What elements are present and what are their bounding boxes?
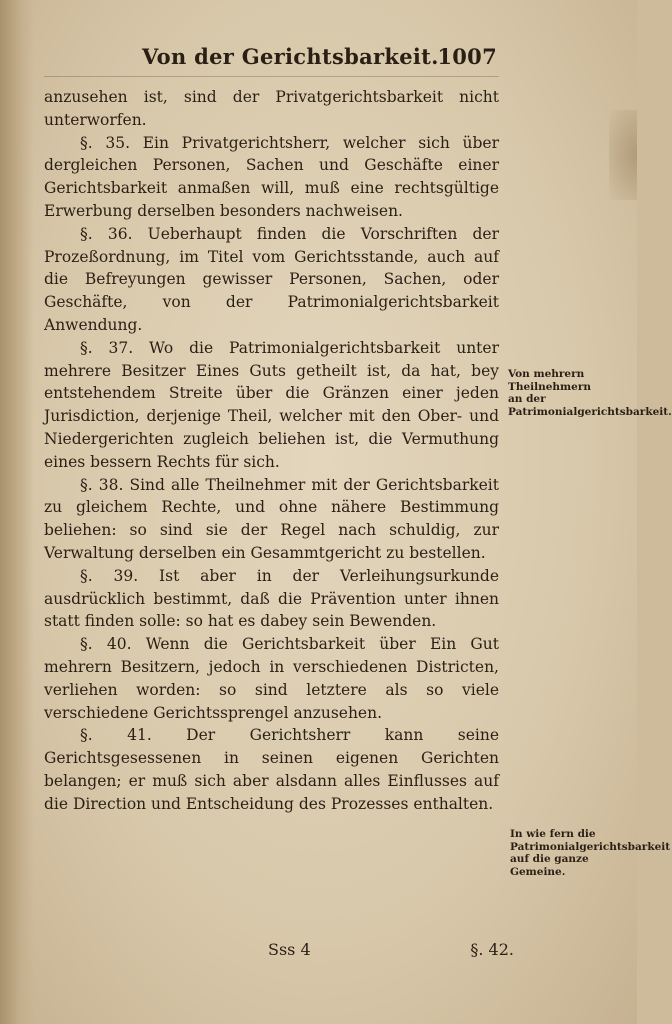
running-title: Von der Gerichtsbarkeit.	[142, 44, 439, 69]
paper-stain	[609, 110, 637, 200]
paragraph-35: §. 35. Ein Privatgerichtsherr, welcher sich über dergleichen Personen, Sachen und Geschäfte einer Gerichtsbarkeit anmaßen will, muß eine rechtsgültige Erwerbung derselben besonders nachweisen.	[44, 133, 499, 220]
page-footer	[44, 940, 514, 966]
paragraph-40: §. 40. Wenn die Gerichtsbarkeit über Ein Gut mehrern Besitzern, jedoch in verschiedenen Districten, verliehen worden: so sind letztere als so viele verschiedene Gerichtssprengel anzusehen.	[44, 635, 499, 722]
signature-mark: Sss 4	[268, 940, 311, 959]
header-rule	[44, 76, 499, 77]
page-gutter-shadow	[0, 0, 34, 1024]
margin-note-theilnehmer: Von mehrern Theilnehmern an der Patrimonialgerichtsbarkeit.	[508, 368, 672, 418]
paragraph-41: §. 41. Der Gerichtsherr kann seine Gerichtsgesessenen in seinen eigenen Gerichten belangen; er muß sich aber alsdann alles Einflusses auf die Direction und Entscheidung des Prozesses enthalten.	[44, 726, 499, 813]
catchword: §. 42.	[470, 940, 514, 959]
paragraph-39: §. 39. Ist aber in der Verleihungsurkunde ausdrücklich bestimmt, daß die Prävention unter ihnen statt finden solle: so hat es dabey sein Bewenden.	[44, 566, 499, 631]
margin-note-gemeine: In wie fern die Patrimonialgerichtsbarkeit auf die ganze Gemeine.	[510, 828, 671, 878]
paragraph-38: §. 38. Sind alle Theilnehmer mit der Gerichtsbarkeit zu gleichem Rechte, und ohne nähere Bestimmung beliehen: so sind sie der Regel nach schuldig, zur Verwaltung derselben ein Gesammtgericht zu bestellen.	[44, 475, 499, 562]
paragraph-36: §. 36. Ueberhaupt finden die Vorschriften der Prozeßordnung, im Titel vom Gerichtsstande, auch auf die Befreyungen gewisser Personen, Sachen, oder Geschäfte, von der Patrimonialgerichtsbarkeit Anwendung.	[44, 224, 499, 334]
paragraph-37: §. 37. Wo die Patrimonialgerichtsbarkeit unter mehrere Besitzer Eines Guts getheilt ist, da hat, bey entstehendem Streite über die Gränzen einer jeden Jurisdiction, derjenige Theil, welcher mit den Ober- und Niedergerichten zugleich beliehen ist, die Vermuthung eines bessern Rechts für sich.	[44, 338, 499, 471]
page-number: 1007	[437, 44, 497, 69]
running-header	[142, 40, 497, 74]
paragraph-continuation: anzusehen ist, sind der Privatgerichtsbarkeit nicht unterworfen.	[44, 88, 499, 129]
main-text	[44, 86, 499, 816]
